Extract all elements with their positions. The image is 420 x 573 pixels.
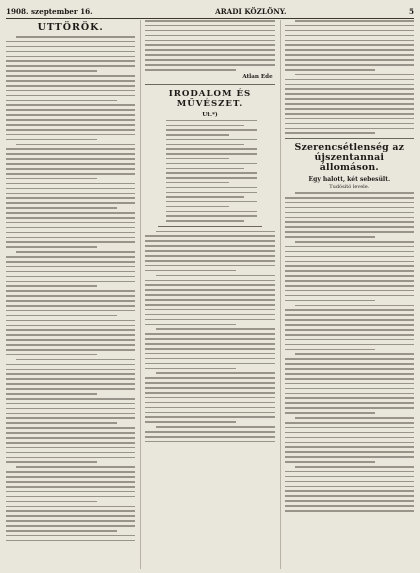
text-line xyxy=(6,197,135,199)
text-line xyxy=(285,290,414,292)
text-line xyxy=(285,412,376,414)
text-line xyxy=(285,339,414,341)
text-line xyxy=(285,261,414,263)
text-line xyxy=(285,481,414,483)
text-line xyxy=(156,372,275,374)
text-line xyxy=(6,471,135,473)
page-number: 5 xyxy=(408,7,414,16)
text-line xyxy=(6,417,135,419)
text-line xyxy=(285,402,414,404)
text-line xyxy=(6,271,135,273)
text-line xyxy=(285,280,414,282)
text-line xyxy=(285,495,414,497)
text-line xyxy=(285,256,414,258)
issue-date: 1908. szeptember 16. xyxy=(6,7,93,16)
text-line xyxy=(285,344,414,346)
text-line xyxy=(145,59,274,61)
text-line xyxy=(285,295,414,297)
text-line xyxy=(145,319,274,321)
text-line xyxy=(166,220,244,221)
text-line xyxy=(6,510,135,512)
text-line xyxy=(145,377,274,379)
text-line xyxy=(285,103,414,105)
text-line xyxy=(145,358,274,360)
text-line xyxy=(285,54,414,56)
text-line xyxy=(6,486,135,488)
text-line xyxy=(6,46,135,48)
text-line xyxy=(295,20,414,22)
text-line xyxy=(166,192,257,193)
feature-body xyxy=(285,192,414,511)
text-line xyxy=(145,314,274,316)
text-line xyxy=(6,491,135,493)
text-line xyxy=(166,158,229,159)
text-line xyxy=(285,510,414,512)
text-line xyxy=(285,309,414,311)
poem-divider xyxy=(158,226,261,227)
text-line xyxy=(6,256,135,258)
text-line xyxy=(6,139,97,141)
text-line xyxy=(6,354,97,356)
text-line xyxy=(295,466,414,468)
text-line xyxy=(285,373,414,375)
text-line xyxy=(6,227,135,229)
section-heading-irodalom: IRODALOM ÉS MŰVÉSZET. xyxy=(168,88,252,109)
text-line xyxy=(6,437,135,439)
text-line xyxy=(145,245,274,247)
text-line xyxy=(6,398,135,400)
text-line xyxy=(166,125,244,126)
text-line xyxy=(145,235,274,237)
text-line xyxy=(295,74,414,76)
text-line xyxy=(145,44,274,46)
article-body-continued xyxy=(145,20,274,71)
text-line xyxy=(285,30,414,32)
text-line xyxy=(6,80,135,82)
text-line xyxy=(285,427,414,429)
text-line xyxy=(285,451,414,453)
text-line xyxy=(285,217,414,219)
text-line xyxy=(145,20,274,22)
text-line xyxy=(285,363,414,365)
text-line xyxy=(145,255,274,257)
text-line xyxy=(145,250,274,252)
text-line xyxy=(285,393,414,395)
feature-kicker: Egy halott, két sebesült. xyxy=(308,176,391,184)
text-line xyxy=(145,25,274,27)
text-line xyxy=(166,144,244,145)
text-line xyxy=(6,114,135,116)
text-line xyxy=(6,237,135,239)
text-line xyxy=(285,500,414,502)
text-line xyxy=(285,358,414,360)
text-line xyxy=(145,338,274,340)
text-line xyxy=(285,378,414,380)
text-line xyxy=(6,393,97,395)
text-line xyxy=(6,119,135,121)
text-line xyxy=(285,446,414,448)
text-line xyxy=(6,506,135,508)
text-line xyxy=(6,325,135,327)
text-line xyxy=(6,104,135,106)
article-heading-uttorok: UTTÖRÖK. xyxy=(37,22,104,33)
text-line xyxy=(285,84,414,86)
text-line xyxy=(285,123,414,125)
text-line xyxy=(6,266,135,268)
text-line xyxy=(6,334,135,336)
text-line xyxy=(6,408,135,410)
text-line xyxy=(6,501,97,503)
text-line xyxy=(285,300,376,302)
text-line xyxy=(6,295,135,297)
text-line xyxy=(285,422,414,424)
text-line xyxy=(285,98,414,100)
text-line xyxy=(145,382,274,384)
text-line xyxy=(6,461,97,463)
text-line xyxy=(285,383,414,385)
text-line xyxy=(166,148,257,149)
text-line xyxy=(145,421,236,423)
text-line xyxy=(285,59,414,61)
text-line xyxy=(6,535,135,537)
text-line xyxy=(6,457,135,459)
text-line xyxy=(145,348,274,350)
text-line xyxy=(295,417,414,419)
text-line xyxy=(16,144,135,146)
text-line xyxy=(166,215,257,216)
text-line xyxy=(6,65,135,67)
text-line xyxy=(145,441,274,443)
text-line xyxy=(285,265,414,267)
text-line xyxy=(285,202,414,204)
feature-headline: Szerencsétlenség az újszentannai állomáson. xyxy=(294,142,405,174)
text-line xyxy=(285,329,414,331)
text-line xyxy=(145,392,274,394)
text-line xyxy=(6,290,135,292)
text-line xyxy=(285,270,414,272)
text-line xyxy=(145,64,274,66)
text-line xyxy=(285,221,414,223)
text-line xyxy=(285,93,414,95)
text-line xyxy=(285,368,414,370)
text-line xyxy=(6,188,135,190)
text-line xyxy=(145,397,274,399)
text-line xyxy=(6,447,135,449)
text-line xyxy=(145,416,274,418)
text-line xyxy=(6,90,135,92)
text-line xyxy=(145,333,274,335)
poem-title: Ut.*) xyxy=(202,111,218,118)
news-items-middle xyxy=(145,231,274,443)
text-line xyxy=(145,294,274,296)
text-line xyxy=(6,148,135,150)
text-line xyxy=(6,432,135,434)
text-line xyxy=(166,120,257,121)
text-line xyxy=(6,183,135,185)
text-line xyxy=(6,217,135,219)
text-line xyxy=(285,113,414,115)
text-line xyxy=(285,49,414,51)
text-line xyxy=(156,275,275,277)
text-line xyxy=(145,387,274,389)
text-line xyxy=(285,432,414,434)
text-line xyxy=(6,222,135,224)
text-line xyxy=(6,349,135,351)
text-line xyxy=(166,187,257,188)
text-line xyxy=(285,407,414,409)
text-line xyxy=(6,383,135,385)
text-line xyxy=(285,79,414,81)
text-line xyxy=(166,172,257,173)
text-line xyxy=(285,88,414,90)
text-line xyxy=(6,178,97,180)
text-line xyxy=(285,226,414,228)
text-line xyxy=(285,437,414,439)
text-line xyxy=(6,525,135,527)
text-line xyxy=(285,505,414,507)
section-divider xyxy=(145,84,274,85)
text-line xyxy=(156,426,275,428)
text-line xyxy=(6,427,135,429)
text-line xyxy=(285,64,414,66)
text-line xyxy=(6,168,135,170)
text-line xyxy=(285,476,414,478)
text-line xyxy=(166,201,257,202)
text-line xyxy=(6,496,135,498)
text-line xyxy=(6,373,135,375)
text-line xyxy=(285,251,414,253)
text-line xyxy=(6,158,135,160)
text-line xyxy=(285,397,414,399)
text-line xyxy=(6,56,135,58)
text-line xyxy=(6,281,135,283)
text-line xyxy=(16,466,135,468)
text-line xyxy=(166,206,229,207)
text-line xyxy=(6,329,135,331)
text-line xyxy=(145,260,274,262)
text-line xyxy=(6,422,117,424)
text-line xyxy=(6,315,117,317)
text-line xyxy=(145,309,274,311)
text-line xyxy=(6,300,135,302)
text-line xyxy=(166,163,257,164)
text-line xyxy=(6,285,97,287)
text-line xyxy=(295,241,414,243)
text-line xyxy=(6,413,135,415)
text-line xyxy=(145,324,236,326)
text-line xyxy=(6,452,135,454)
text-line xyxy=(6,442,135,444)
text-line xyxy=(285,442,414,444)
text-line xyxy=(145,353,274,355)
text-line xyxy=(6,212,135,214)
text-line xyxy=(6,70,97,72)
text-line xyxy=(285,132,376,134)
text-line xyxy=(6,202,135,204)
text-line xyxy=(145,436,274,438)
text-line xyxy=(6,109,135,111)
text-line xyxy=(145,368,236,370)
text-line xyxy=(285,324,414,326)
columns xyxy=(6,20,414,569)
text-line xyxy=(16,359,135,361)
text-line xyxy=(285,461,376,463)
text-line xyxy=(285,69,376,71)
text-line xyxy=(166,153,257,154)
text-line xyxy=(6,261,135,263)
text-line xyxy=(6,276,135,278)
text-line xyxy=(166,129,257,130)
text-line xyxy=(166,177,257,178)
text-line xyxy=(285,128,414,130)
text-line xyxy=(145,30,274,32)
text-line xyxy=(285,486,414,488)
text-line xyxy=(145,40,274,42)
text-line xyxy=(145,265,274,267)
text-line xyxy=(6,403,135,405)
text-line xyxy=(6,388,135,390)
text-line xyxy=(6,232,135,234)
text-line xyxy=(145,49,274,51)
text-line xyxy=(6,95,135,97)
text-line xyxy=(166,196,244,197)
text-line xyxy=(285,236,376,238)
text-line xyxy=(6,163,135,165)
article-body-uttorok xyxy=(6,36,135,541)
text-line xyxy=(285,275,414,277)
text-line xyxy=(145,431,274,433)
text-line xyxy=(156,231,275,233)
text-line xyxy=(145,69,236,71)
text-line xyxy=(285,44,414,46)
column-right xyxy=(280,20,414,569)
text-line xyxy=(145,240,274,242)
text-line xyxy=(285,314,414,316)
text-line xyxy=(145,412,274,414)
newspaper-title: ARADI KÖZLÖNY. xyxy=(215,7,287,16)
text-line xyxy=(285,349,376,351)
text-line xyxy=(6,134,135,136)
text-line xyxy=(285,25,414,27)
text-line xyxy=(6,193,135,195)
text-line xyxy=(6,540,135,542)
text-line xyxy=(6,515,135,517)
text-line xyxy=(6,85,135,87)
text-line xyxy=(285,35,414,37)
text-line xyxy=(145,343,274,345)
text-line xyxy=(285,456,414,458)
column-middle xyxy=(140,20,274,569)
text-line xyxy=(6,207,117,209)
text-line xyxy=(6,51,135,53)
feature-kicker-note: Tudósító levele. xyxy=(329,184,370,191)
text-line xyxy=(6,520,135,522)
column-left xyxy=(6,20,135,569)
text-line xyxy=(166,211,257,212)
text-line xyxy=(6,246,97,248)
text-line xyxy=(145,289,274,291)
text-line xyxy=(166,182,229,183)
text-line xyxy=(145,270,236,272)
news-items-right-top xyxy=(285,20,414,134)
text-line xyxy=(6,364,135,366)
text-line xyxy=(166,168,244,169)
text-line xyxy=(145,363,274,365)
text-line xyxy=(145,284,274,286)
text-line xyxy=(6,60,135,62)
text-line xyxy=(6,378,135,380)
text-line xyxy=(145,54,274,56)
text-line xyxy=(6,310,135,312)
text-line xyxy=(285,207,414,209)
text-line xyxy=(16,251,135,253)
masthead-rule xyxy=(6,18,414,19)
text-line xyxy=(6,344,135,346)
text-line xyxy=(285,285,414,287)
text-line xyxy=(6,173,135,175)
text-line xyxy=(145,280,274,282)
text-line xyxy=(6,339,135,341)
text-line xyxy=(285,197,414,199)
poem-body xyxy=(166,120,257,222)
text-line xyxy=(295,192,414,194)
text-line xyxy=(285,118,414,120)
text-line xyxy=(285,471,414,473)
text-line xyxy=(285,212,414,214)
text-line xyxy=(6,41,135,43)
author-signature: Atlan Ede xyxy=(242,73,273,80)
text-line xyxy=(6,320,135,322)
text-line xyxy=(285,334,414,336)
text-line xyxy=(145,299,274,301)
text-line xyxy=(145,304,274,306)
text-line xyxy=(6,75,135,77)
text-line xyxy=(166,139,257,140)
text-line xyxy=(285,490,414,492)
text-line xyxy=(145,402,274,404)
text-line xyxy=(6,153,135,155)
text-line xyxy=(6,369,135,371)
text-line xyxy=(16,36,135,38)
text-line xyxy=(6,124,135,126)
text-line xyxy=(156,328,275,330)
text-line xyxy=(6,530,117,532)
text-line xyxy=(166,134,229,135)
masthead xyxy=(6,6,414,17)
text-line xyxy=(145,35,274,37)
text-line xyxy=(6,100,117,102)
text-line xyxy=(285,40,414,42)
text-line xyxy=(6,476,135,478)
text-line xyxy=(285,246,414,248)
feature-divider-top xyxy=(285,138,414,139)
text-line xyxy=(285,388,414,390)
text-line xyxy=(285,319,414,321)
text-line xyxy=(285,108,414,110)
text-line xyxy=(285,231,414,233)
text-line xyxy=(145,407,274,409)
text-line xyxy=(295,353,414,355)
text-line xyxy=(295,305,414,307)
text-line xyxy=(6,129,135,131)
text-line xyxy=(6,241,135,243)
text-line xyxy=(6,481,135,483)
text-line xyxy=(6,305,135,307)
